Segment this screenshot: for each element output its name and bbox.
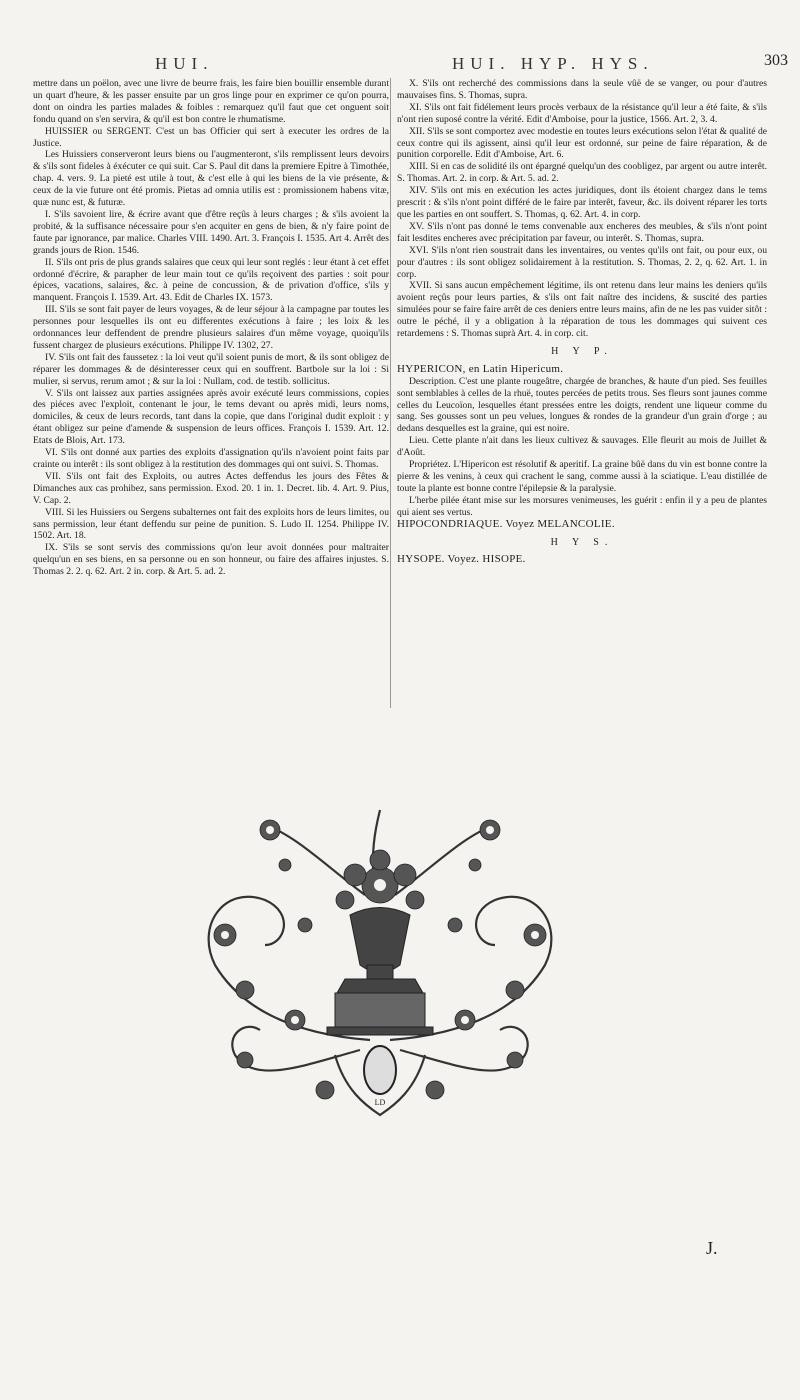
entry-hysope: HYSOPE. Voyez. HISOPE.: [397, 553, 526, 566]
page-number: 303: [764, 52, 788, 69]
signature-mark: J.: [706, 1238, 718, 1258]
running-head-left: HUI.: [155, 54, 214, 73]
monogram: LD: [374, 1098, 386, 1107]
paragraph: V. S'ils ont laissez aux parties assignées après avoir exécuté leurs commissions, copies des piéces avec l'exploit, contenant le jour, le tems devant ou après midi, leurs noms, domiciles, & ceux de leurs records, tant dans la copie, que dans l'original dudit exploit : y étant obligez sur peine d'amende & suspension de leurs offices. François I. 1539. Art. 12. Etats de Blois, Art. 173.: [33, 387, 389, 447]
right-column: [397, 78, 767, 566]
entry-huissier: HUISSIER ou SERGENT. C'est un bas Officier qui sert à executer les ordres de la Justice.: [33, 125, 389, 149]
paragraph: XIII. Si en cas de solidité ils ont épargné quelqu'un des coobligez, par argent ou autre interêt. S. Thomas. Art. 2. in corp. & Art. 5. ad. 2.: [397, 161, 767, 185]
paragraph: XIV. S'ils ont mis en exécution les actes juridiques, dont ils étoient chargez dans le tems prescrit : & s'ils n'ont point différé de le faire par interêt, faveur, &c. ils doivent réparer les torts que les parties en ont souffert. S. Thomas, q. 62. Art. 4. in corp.: [397, 185, 767, 220]
paragraph: XV. S'ils n'ont pas donné le tems convenable aux encheres des meubles, & s'ils n'ont point fait lesdites encheres avec précipitation par faveur, ou interêt. S. Thomas, supra.: [397, 220, 767, 244]
paragraph: Lieu. Cette plante n'ait dans les lieux cultivez & sauvages. Elle fleurit au mois de Juillet & d'Août.: [397, 435, 767, 459]
paragraph: XI. S'ils ont fait fidélement leurs procès verbaux de la résistance qu'il leur a été faite, & s'ils n'ont rien suposé contre la vérité. Edit d'Amboise, pour la justice, 1566. Art. 2, 3. 4.: [397, 101, 767, 125]
column-divider: [390, 78, 391, 708]
paragraph: IV. S'ils ont fait des faussetez : la loi veut qu'il soient punis de mort, & ils sont obligez de réparer les dommages & de désinteresser ceux qui en souffrent. Bartbole sur la loi : Si mulier, si servus, rerum amot ; & sur la loi : Nullam, cod. de testib. sollicitus.: [33, 351, 389, 387]
paragraph: XII. S'ils se sont comportez avec modestie en toutes leurs exécutions selon l'état & qualité de ceux contre qui ils agissent, ainsi qu'il leur est ordonné, sur peine de faire réparation, & de punition corporelle. Edit d'Amboise, Art. 6.: [397, 125, 767, 161]
paragraph: II. S'ils ont pris de plus grands salaires que ceux qui leur sont reglés : leur étant à cet effet ordonné d'écrire, & parapher de leur main tout ce qu'ils reçoivent des parties : soit pour épices, vacations, salaires, &c. à peine de concussion, & de privation d'office, s'ils y manquent. François I. 1539. Art. 43. Edit de Charles IX. 1573.: [33, 256, 389, 304]
entry-hipocondriaque: HIPOCONDRIAQUE. Voyez MELANCOLIE.: [397, 517, 615, 530]
floral-vase-ornament: [185, 805, 575, 1135]
paragraph: X. S'ils ont recherché des commissions dans la seule vûë de se vanger, ou pour d'autres mauvaises fins. S. Thomas, supra.: [397, 78, 767, 101]
paragraph: IX. S'ils se sont servis des commissions qu'on leur avoit données pour maltraiter quelqu'un en ses biens, en sa personne ou en son honneur, ou faire des affaires injustes. S. Thomas 2. 2. q. 62. Art. 2 in. corp. & Art. 5. ad. 2.: [33, 542, 389, 578]
running-head-right: HUI. HYP. HYS.: [452, 54, 654, 73]
paragraph: VII. S'ils ont fait des Exploits, ou autres Actes deffendus les jours des Fêtes & Dimanches aux cas prohibez, sans permission. Exod. 20. 1 in. 1. Decret. lib. 4. Art. 9. Pius, V. Cap. 2.: [33, 470, 389, 506]
paragraph: Description. C'est une plante rougeâtre, chargée de branches, & haute d'un pied. Ses feuilles sont semblables à celles de la rhuë, toutes percées de petits trous. Ses fleurs sont jaunes comme celles du Leucoïon, lesquelles étant pressées entre les doigts, rendent une liqueur comme du sang. Ses gousses sont un peu velues, longues & rondes de la grandeur d'un grain d'orge ; au dedans desquelles est la graine, qui est noire.: [397, 375, 767, 435]
paragraph: mettre dans un poëlon, avec une livre de beurre frais, les faire bien bouillir ensemble durant un quart d'heure, & les passer ensuite par un gros linge pour en exprimer ce qu'on pourra, dont on oindra les parties malades & foibles : remarquez qu'il faut que cet onguent soit fondu quand on s'en servira, & qu'il est bon contre le rhumatisme.: [33, 78, 389, 125]
paragraph: III. S'ils se sont fait payer de leurs voyages, & de leur séjour à la campagne par toutes les personnes pour lesquelles ils ont eu differentes exécutions à faire ; les loix & les ordonnances leur deffendent de prendre plusieurs salaires d'un même voyage, quoiqu'ils fussent chargez de plusieurs exécutions. Philippe IV. 1302, 27.: [33, 304, 389, 351]
paragraph: VI. S'ils ont donné aux parties des exploits d'assignation qu'ils n'avoient point faits par crainte ou interêt : ils sont obligez à la restitution des dommages qui ont suivi. S. Thomas.: [33, 447, 389, 470]
section-heading-hys: H Y S.: [550, 536, 614, 548]
left-column: [33, 78, 389, 578]
paragraph: Les Huissiers conserveront leurs biens ou l'augmenteront, s'ils remplissent leurs devoirs & s'ils sont fideles à éxécuter ce qui suit. Car S. Paul dit dans la premiere Epitre à Timothée, chap. 4. vers. 9. La pieté est utile à tout, & c'est elle à qui les biens de la vie présente, & ceux de la vie future ont été promis. Pietas ad omnia utilis est : promissionem habens vitæ, quæ nunc est, & futuræ.: [33, 149, 389, 209]
paragraph: VIII. Si les Huissiers ou Sergens subalternes ont fait des exploits hors de leurs limites, ou sans permission, leur étant deffendu sur peine de punition. S. Ludo II. 1254. Philippe IV. 1502. Art. 18.: [33, 506, 389, 542]
paragraph: Propriétez. L'Hipericon est résolutif & aperitif. La graine bûë dans du vin est bonne contre la pierre & les venins, à ceux qui crachent le sang, comme aussi à la sciatique. L'eau distillée de toute la plante est bonne contre l'épilepsie & la paralysie.: [397, 459, 767, 494]
paragraph: XVII. Si sans aucun empêchement légitime, ils ont retenu dans leur mains les deniers qu'ils avoient reçûs pour leurs parties, & s'ils ont fait naître des incidens, & suscité des parties simulées pour se faire faire arrêt de ces deniers entre leurs mains, afin de ne les pas vuider sitôt : outre le péché, il y a obligation à la réparation de tous les dommages qui suivent ces retardemens : S. Thomas suprà Art. 4. in corp. cit.: [397, 280, 767, 340]
paragraph: XVI. S'ils n'ont rien soustrait dans les inventaires, ou ventes qu'ils ont fait, ou pour eux, ou pour d'autres : ils sont obligez solidairement à la restitution. S. Thomas, 2. 2, q. 62. Art. 1. in corp.: [397, 244, 767, 280]
section-heading-hyp: H Y P.: [551, 345, 613, 357]
paragraph: I. S'ils savoient lire, & écrire avant que d'être reçûs à leurs charges ; & s'ils avoient la probité, & la suffisance nécessaire pour s'en acquiter en gens de bien, & n'y faire point de faute par ignorance, par malice. Charles VIII. 1490. Art. 3. François I. 1535. Art 4. Arrêt des grands jours de Rion. 1546.: [33, 208, 389, 256]
entry-hypericon-title: HYPERICON, en Latin Hipericum.: [397, 362, 564, 375]
paragraph: L'herbe pilée étant mise sur les morsures venimeuses, les guérit : enfin il y a peu de plantes qui aient ses vertus.: [397, 494, 767, 518]
